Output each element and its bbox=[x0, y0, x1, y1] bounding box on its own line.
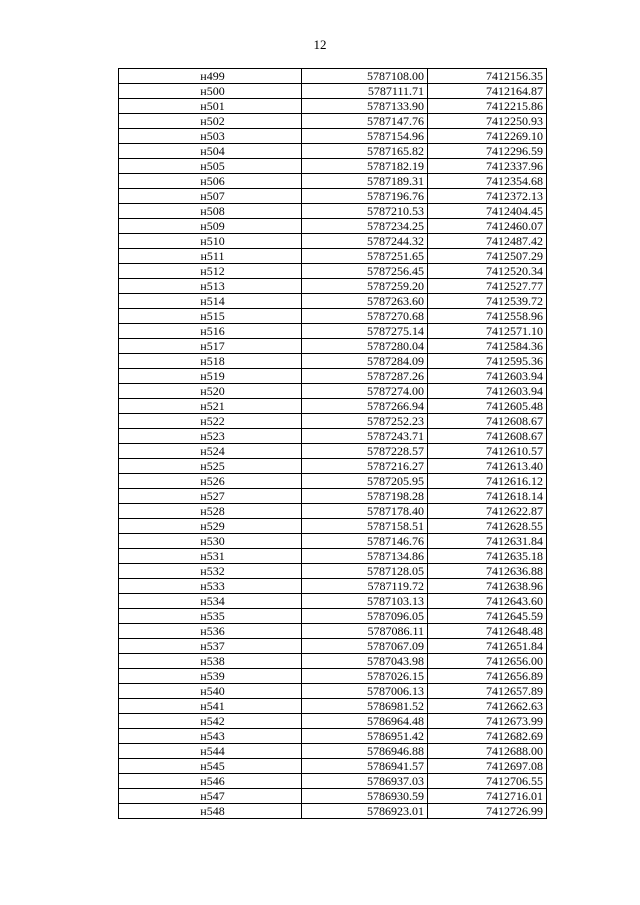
point-id-cell: н516 bbox=[119, 324, 302, 339]
y-coordinate-cell: 7412558.96 bbox=[428, 309, 547, 324]
y-coordinate-cell: 7412372.13 bbox=[428, 189, 547, 204]
y-coordinate-cell: 7412662.63 bbox=[428, 699, 547, 714]
x-coordinate-cell: 5787043.98 bbox=[302, 654, 428, 669]
point-id-cell: н514 bbox=[119, 294, 302, 309]
table-row bbox=[119, 264, 547, 279]
table-row bbox=[119, 69, 547, 84]
table-row bbox=[119, 309, 547, 324]
table-row bbox=[119, 444, 547, 459]
x-coordinate-cell: 5786941.57 bbox=[302, 759, 428, 774]
table-row bbox=[119, 219, 547, 234]
y-coordinate-cell: 7412631.84 bbox=[428, 534, 547, 549]
y-coordinate-cell: 7412404.45 bbox=[428, 204, 547, 219]
table-row bbox=[119, 294, 547, 309]
point-id-cell: н543 bbox=[119, 729, 302, 744]
point-id-cell: н521 bbox=[119, 399, 302, 414]
y-coordinate-cell: 7412616.12 bbox=[428, 474, 547, 489]
table-row bbox=[119, 774, 547, 789]
x-coordinate-cell: 5787189.31 bbox=[302, 174, 428, 189]
y-coordinate-cell: 7412651.84 bbox=[428, 639, 547, 654]
y-coordinate-cell: 7412657.89 bbox=[428, 684, 547, 699]
x-coordinate-cell: 5786981.52 bbox=[302, 699, 428, 714]
point-id-cell: н529 bbox=[119, 519, 302, 534]
table-row bbox=[119, 474, 547, 489]
point-id-cell: н533 bbox=[119, 579, 302, 594]
x-coordinate-cell: 5787284.09 bbox=[302, 354, 428, 369]
x-coordinate-cell: 5786930.59 bbox=[302, 789, 428, 804]
table-row bbox=[119, 84, 547, 99]
y-coordinate-cell: 7412296.59 bbox=[428, 144, 547, 159]
table-row bbox=[119, 564, 547, 579]
table-row bbox=[119, 249, 547, 264]
table-row bbox=[119, 789, 547, 804]
table-row bbox=[119, 369, 547, 384]
table-row bbox=[119, 459, 547, 474]
point-id-cell: н544 bbox=[119, 744, 302, 759]
y-coordinate-cell: 7412337.96 bbox=[428, 159, 547, 174]
x-coordinate-cell: 5787158.51 bbox=[302, 519, 428, 534]
table-row bbox=[119, 579, 547, 594]
y-coordinate-cell: 7412460.07 bbox=[428, 219, 547, 234]
x-coordinate-cell: 5787108.00 bbox=[302, 69, 428, 84]
x-coordinate-cell: 5787210.53 bbox=[302, 204, 428, 219]
y-coordinate-cell: 7412622.87 bbox=[428, 504, 547, 519]
x-coordinate-cell: 5787026.15 bbox=[302, 669, 428, 684]
x-coordinate-cell: 5787067.09 bbox=[302, 639, 428, 654]
table-row bbox=[119, 804, 547, 819]
table-row bbox=[119, 549, 547, 564]
point-id-cell: н509 bbox=[119, 219, 302, 234]
y-coordinate-cell: 7412487.42 bbox=[428, 234, 547, 249]
x-coordinate-cell: 5787243.71 bbox=[302, 429, 428, 444]
point-id-cell: н532 bbox=[119, 564, 302, 579]
y-coordinate-cell: 7412645.59 bbox=[428, 609, 547, 624]
x-coordinate-cell: 5787006.13 bbox=[302, 684, 428, 699]
x-coordinate-cell: 5787259.20 bbox=[302, 279, 428, 294]
y-coordinate-cell: 7412688.00 bbox=[428, 744, 547, 759]
y-coordinate-cell: 7412608.67 bbox=[428, 429, 547, 444]
y-coordinate-cell: 7412638.96 bbox=[428, 579, 547, 594]
point-id-cell: н546 bbox=[119, 774, 302, 789]
point-id-cell: н535 bbox=[119, 609, 302, 624]
table-row bbox=[119, 339, 547, 354]
y-coordinate-cell: 7412635.18 bbox=[428, 549, 547, 564]
table-row bbox=[119, 414, 547, 429]
y-coordinate-cell: 7412697.08 bbox=[428, 759, 547, 774]
point-id-cell: н518 bbox=[119, 354, 302, 369]
point-id-cell: н511 bbox=[119, 249, 302, 264]
x-coordinate-cell: 5786923.01 bbox=[302, 804, 428, 819]
y-coordinate-cell: 7412269.10 bbox=[428, 129, 547, 144]
point-id-cell: н522 bbox=[119, 414, 302, 429]
x-coordinate-cell: 5787234.25 bbox=[302, 219, 428, 234]
y-coordinate-cell: 7412610.57 bbox=[428, 444, 547, 459]
table-row bbox=[119, 279, 547, 294]
x-coordinate-cell: 5786951.42 bbox=[302, 729, 428, 744]
y-coordinate-cell: 7412608.67 bbox=[428, 414, 547, 429]
table-row bbox=[119, 99, 547, 114]
x-coordinate-cell: 5787198.28 bbox=[302, 489, 428, 504]
table-row bbox=[119, 189, 547, 204]
point-id-cell: н537 bbox=[119, 639, 302, 654]
point-id-cell: н525 bbox=[119, 459, 302, 474]
table-row bbox=[119, 759, 547, 774]
point-id-cell: н506 bbox=[119, 174, 302, 189]
y-coordinate-cell: 7412520.34 bbox=[428, 264, 547, 279]
table-row bbox=[119, 684, 547, 699]
table-row bbox=[119, 399, 547, 414]
point-id-cell: н530 bbox=[119, 534, 302, 549]
x-coordinate-cell: 5787119.72 bbox=[302, 579, 428, 594]
x-coordinate-cell: 5787244.32 bbox=[302, 234, 428, 249]
y-coordinate-cell: 7412354.68 bbox=[428, 174, 547, 189]
x-coordinate-cell: 5787228.57 bbox=[302, 444, 428, 459]
table-row bbox=[119, 489, 547, 504]
y-coordinate-cell: 7412584.36 bbox=[428, 339, 547, 354]
x-coordinate-cell: 5787086.11 bbox=[302, 624, 428, 639]
x-coordinate-cell: 5787251.65 bbox=[302, 249, 428, 264]
y-coordinate-cell: 7412507.29 bbox=[428, 249, 547, 264]
x-coordinate-cell: 5787216.27 bbox=[302, 459, 428, 474]
x-coordinate-cell: 5787280.04 bbox=[302, 339, 428, 354]
table-row bbox=[119, 129, 547, 144]
table-row bbox=[119, 744, 547, 759]
point-id-cell: н528 bbox=[119, 504, 302, 519]
point-id-cell: н510 bbox=[119, 234, 302, 249]
x-coordinate-cell: 5787154.96 bbox=[302, 129, 428, 144]
y-coordinate-cell: 7412643.60 bbox=[428, 594, 547, 609]
y-coordinate-cell: 7412613.40 bbox=[428, 459, 547, 474]
table-row bbox=[119, 144, 547, 159]
point-id-cell: н500 bbox=[119, 84, 302, 99]
y-coordinate-cell: 7412636.88 bbox=[428, 564, 547, 579]
x-coordinate-cell: 5787266.94 bbox=[302, 399, 428, 414]
table-row bbox=[119, 384, 547, 399]
y-coordinate-cell: 7412656.00 bbox=[428, 654, 547, 669]
y-coordinate-cell: 7412706.55 bbox=[428, 774, 547, 789]
y-coordinate-cell: 7412628.55 bbox=[428, 519, 547, 534]
table-row bbox=[119, 504, 547, 519]
point-id-cell: н531 bbox=[119, 549, 302, 564]
x-coordinate-cell: 5787147.76 bbox=[302, 114, 428, 129]
y-coordinate-cell: 7412527.77 bbox=[428, 279, 547, 294]
x-coordinate-cell: 5787128.05 bbox=[302, 564, 428, 579]
table-row bbox=[119, 624, 547, 639]
point-id-cell: н523 bbox=[119, 429, 302, 444]
y-coordinate-cell: 7412726.99 bbox=[428, 804, 547, 819]
coordinates-table bbox=[118, 68, 547, 819]
y-coordinate-cell: 7412648.48 bbox=[428, 624, 547, 639]
table-row bbox=[119, 174, 547, 189]
table-row bbox=[119, 429, 547, 444]
x-coordinate-cell: 5787274.00 bbox=[302, 384, 428, 399]
point-id-cell: н538 bbox=[119, 654, 302, 669]
point-id-cell: н515 bbox=[119, 309, 302, 324]
table-row bbox=[119, 729, 547, 744]
y-coordinate-cell: 7412539.72 bbox=[428, 294, 547, 309]
x-coordinate-cell: 5787103.13 bbox=[302, 594, 428, 609]
y-coordinate-cell: 7412656.89 bbox=[428, 669, 547, 684]
table-row bbox=[119, 519, 547, 534]
y-coordinate-cell: 7412595.36 bbox=[428, 354, 547, 369]
x-coordinate-cell: 5787287.26 bbox=[302, 369, 428, 384]
table-row bbox=[119, 654, 547, 669]
y-coordinate-cell: 7412673.99 bbox=[428, 714, 547, 729]
x-coordinate-cell: 5787205.95 bbox=[302, 474, 428, 489]
point-id-cell: н548 bbox=[119, 804, 302, 819]
table-row bbox=[119, 714, 547, 729]
x-coordinate-cell: 5786946.88 bbox=[302, 744, 428, 759]
x-coordinate-cell: 5787133.90 bbox=[302, 99, 428, 114]
x-coordinate-cell: 5787275.14 bbox=[302, 324, 428, 339]
x-coordinate-cell: 5787270.68 bbox=[302, 309, 428, 324]
x-coordinate-cell: 5787252.23 bbox=[302, 414, 428, 429]
point-id-cell: н520 bbox=[119, 384, 302, 399]
point-id-cell: н540 bbox=[119, 684, 302, 699]
point-id-cell: н517 bbox=[119, 339, 302, 354]
y-coordinate-cell: 7412618.14 bbox=[428, 489, 547, 504]
x-coordinate-cell: 5787182.19 bbox=[302, 159, 428, 174]
x-coordinate-cell: 5787134.86 bbox=[302, 549, 428, 564]
y-coordinate-cell: 7412603.94 bbox=[428, 384, 547, 399]
x-coordinate-cell: 5787146.76 bbox=[302, 534, 428, 549]
x-coordinate-cell: 5787111.71 bbox=[302, 84, 428, 99]
coordinates-table-body bbox=[119, 69, 547, 819]
table-row bbox=[119, 324, 547, 339]
y-coordinate-cell: 7412571.10 bbox=[428, 324, 547, 339]
table-row bbox=[119, 699, 547, 714]
x-coordinate-cell: 5787165.82 bbox=[302, 144, 428, 159]
x-coordinate-cell: 5787178.40 bbox=[302, 504, 428, 519]
table-row bbox=[119, 534, 547, 549]
y-coordinate-cell: 7412250.93 bbox=[428, 114, 547, 129]
point-id-cell: н539 bbox=[119, 669, 302, 684]
point-id-cell: н499 bbox=[119, 69, 302, 84]
table-row bbox=[119, 594, 547, 609]
x-coordinate-cell: 5787263.60 bbox=[302, 294, 428, 309]
point-id-cell: н503 bbox=[119, 129, 302, 144]
table-row bbox=[119, 204, 547, 219]
point-id-cell: н524 bbox=[119, 444, 302, 459]
point-id-cell: н507 bbox=[119, 189, 302, 204]
table-row bbox=[119, 639, 547, 654]
point-id-cell: н508 bbox=[119, 204, 302, 219]
y-coordinate-cell: 7412156.35 bbox=[428, 69, 547, 84]
point-id-cell: н501 bbox=[119, 99, 302, 114]
x-coordinate-cell: 5787256.45 bbox=[302, 264, 428, 279]
point-id-cell: н504 bbox=[119, 144, 302, 159]
point-id-cell: н505 bbox=[119, 159, 302, 174]
y-coordinate-cell: 7412164.87 bbox=[428, 84, 547, 99]
y-coordinate-cell: 7412682.69 bbox=[428, 729, 547, 744]
y-coordinate-cell: 7412605.48 bbox=[428, 399, 547, 414]
point-id-cell: н527 bbox=[119, 489, 302, 504]
table-row bbox=[119, 159, 547, 174]
point-id-cell: н542 bbox=[119, 714, 302, 729]
point-id-cell: н545 bbox=[119, 759, 302, 774]
point-id-cell: н502 bbox=[119, 114, 302, 129]
y-coordinate-cell: 7412215.86 bbox=[428, 99, 547, 114]
point-id-cell: н526 bbox=[119, 474, 302, 489]
point-id-cell: н541 bbox=[119, 699, 302, 714]
point-id-cell: н519 bbox=[119, 369, 302, 384]
table-row bbox=[119, 354, 547, 369]
point-id-cell: н547 bbox=[119, 789, 302, 804]
table-row bbox=[119, 234, 547, 249]
point-id-cell: н536 bbox=[119, 624, 302, 639]
point-id-cell: н513 bbox=[119, 279, 302, 294]
point-id-cell: н512 bbox=[119, 264, 302, 279]
table-row bbox=[119, 114, 547, 129]
table-row bbox=[119, 609, 547, 624]
y-coordinate-cell: 7412716.01 bbox=[428, 789, 547, 804]
x-coordinate-cell: 5787096.05 bbox=[302, 609, 428, 624]
x-coordinate-cell: 5787196.76 bbox=[302, 189, 428, 204]
table-row bbox=[119, 669, 547, 684]
point-id-cell: н534 bbox=[119, 594, 302, 609]
page-number: 12 bbox=[313, 37, 327, 52]
y-coordinate-cell: 7412603.94 bbox=[428, 369, 547, 384]
x-coordinate-cell: 5786937.03 bbox=[302, 774, 428, 789]
x-coordinate-cell: 5786964.48 bbox=[302, 714, 428, 729]
